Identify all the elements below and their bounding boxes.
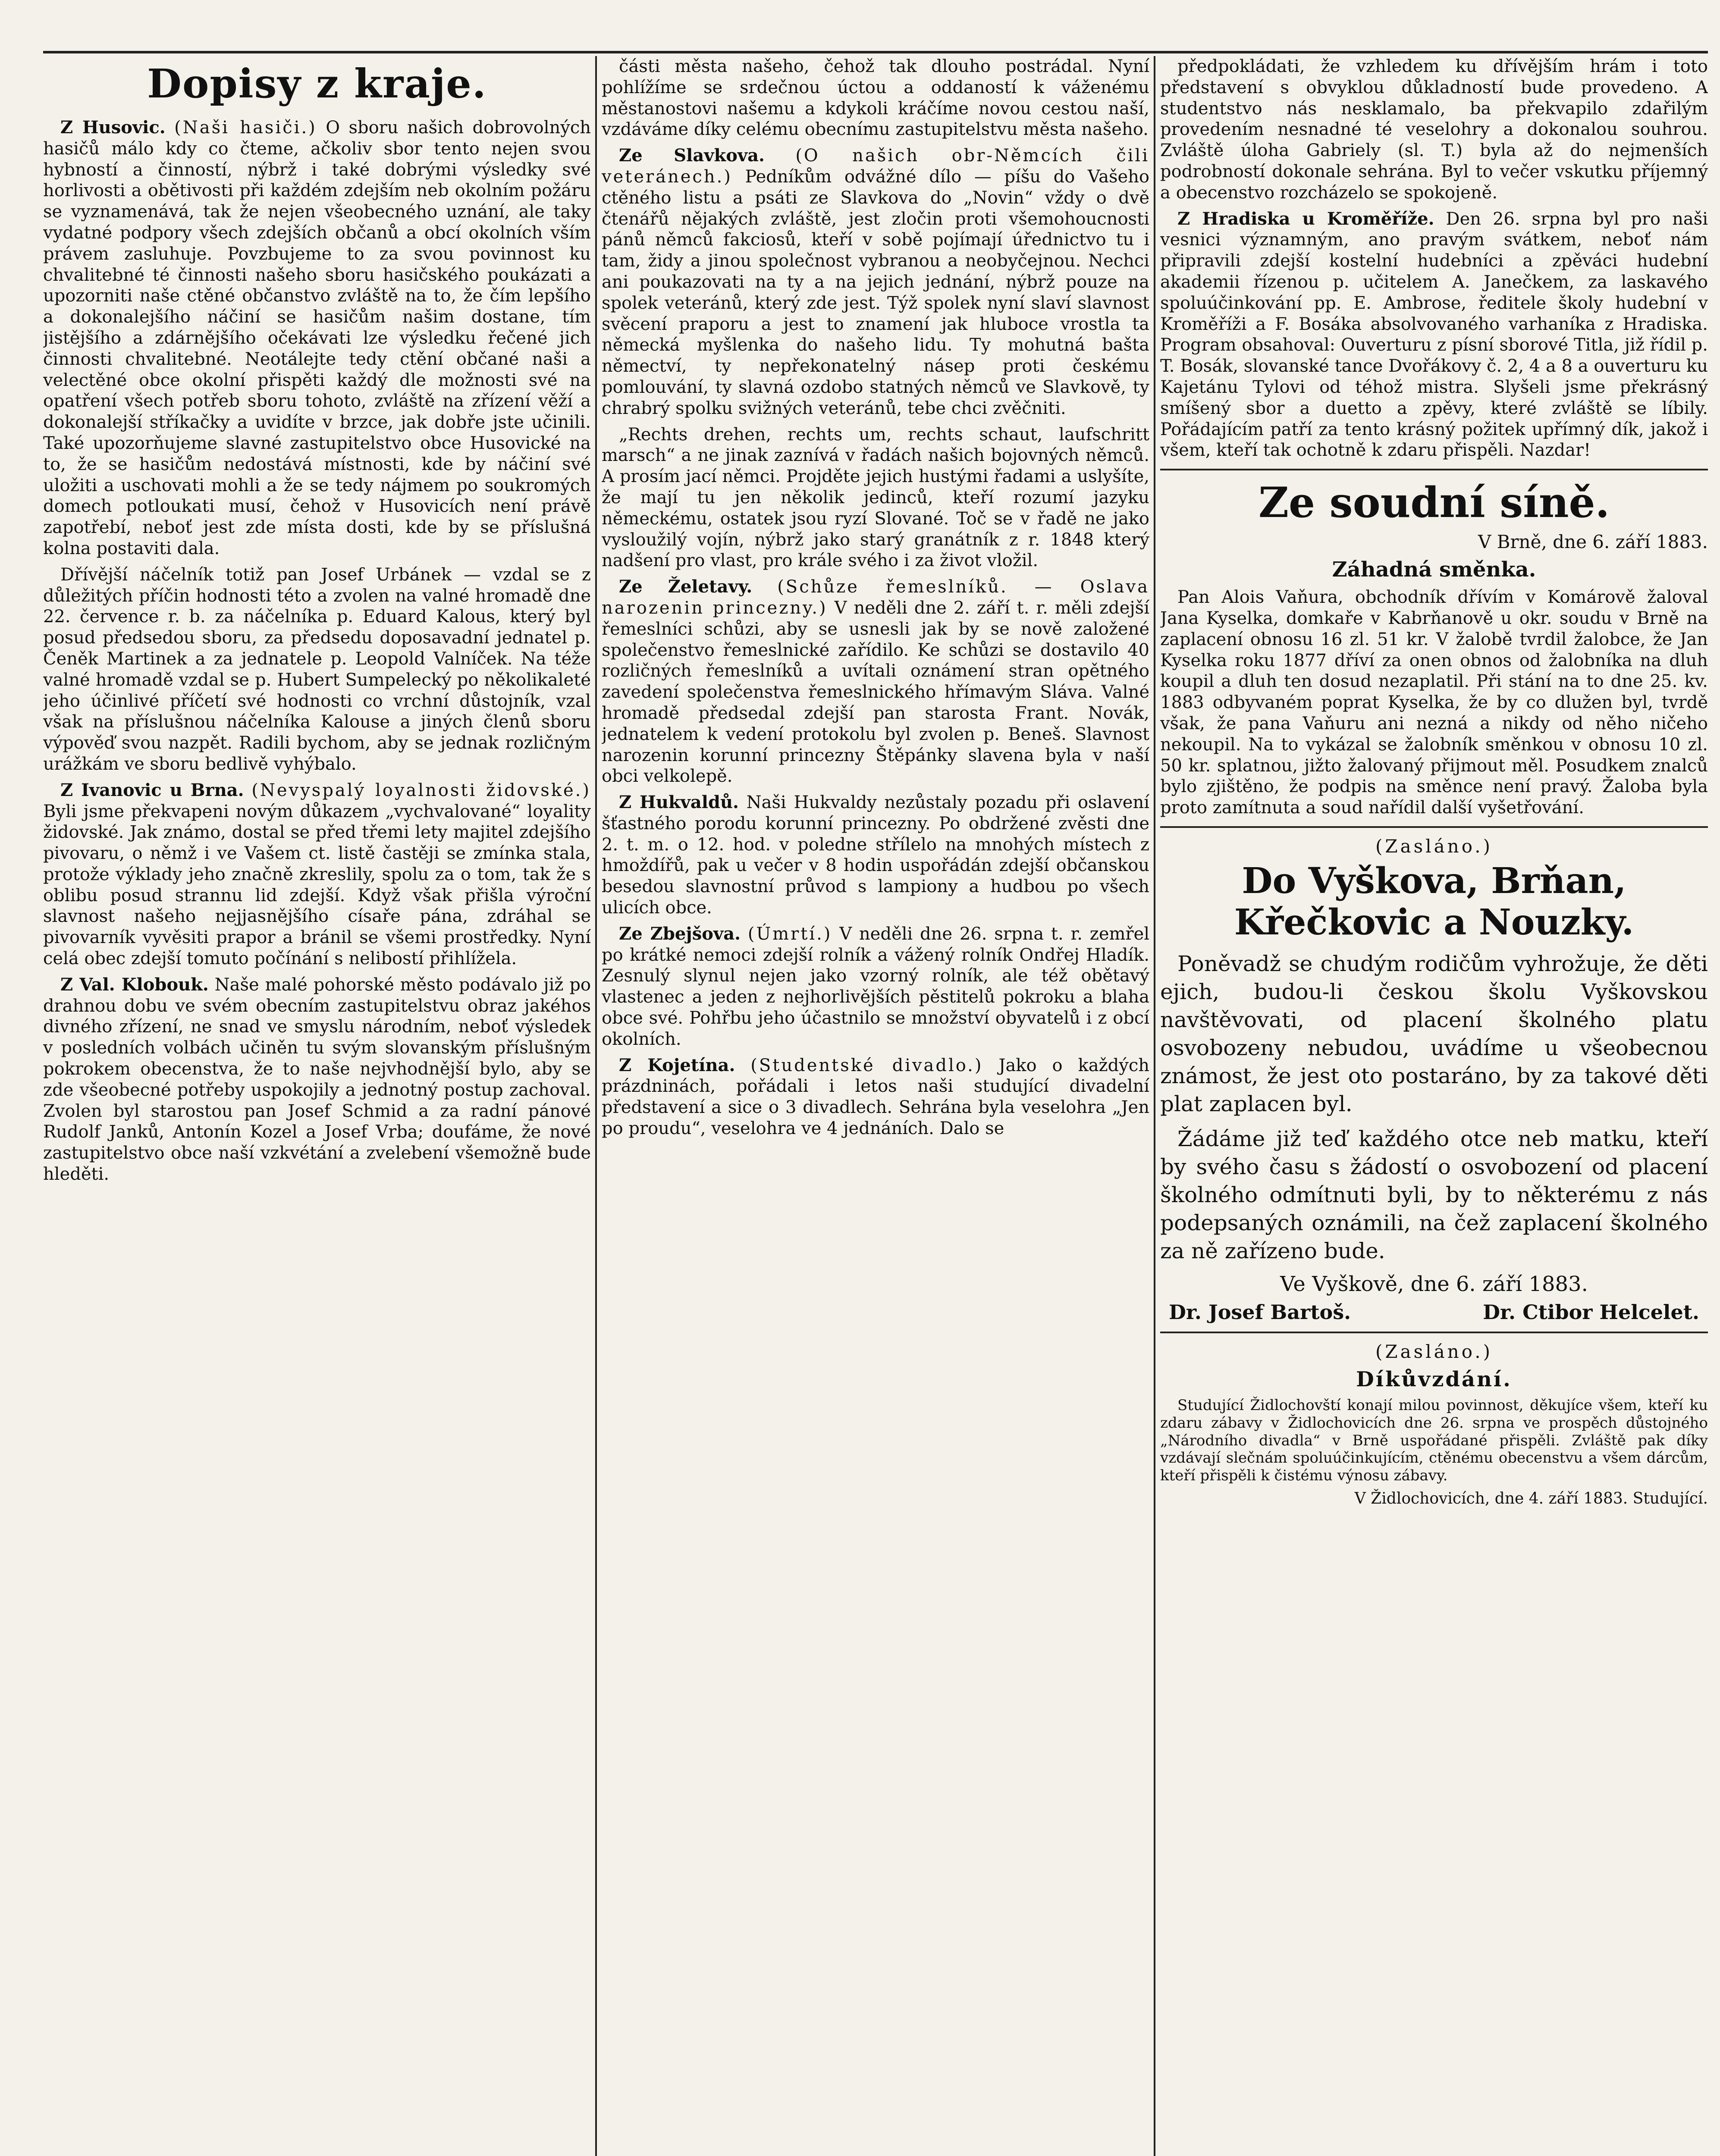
court-case-text: Pan Alois Vaňura, obchodník dřívím v Komárově žaloval Jana Kyselka, domkaře v Kabrňanově u okr. soudu v Brně na zaplacení obnosu 16 zl. 51 kr. V žalobě tvrdil žalobce, že Jan Kyselka roku 1877 dříví za onen obnos od žalobníka na dluh koupil a dluh ten dosud nezaplatil. Při stání na to dne 25. kv. 1883 odbyvaném poprat Kyselka, že by co dlužen byl, tvrdě však, že pana Vaňuru ani nezná a nikdy od něho ničeho nekoupil. Na to vykázal se žalobník směnkou v obnosu 10 zl. 50 kr. splatnou, jižto žalovaný přijmout měl. Posudkem znalců bylo zjištěno, že podpis na směnce není pravý. Žaloba byla proto zamítnuta a soud nařídil další vyšetřování.: [1160, 587, 1708, 818]
signature-2: Dr. Ctibor Helcelet.: [1483, 1300, 1699, 1324]
article-text: Pedníkům odvážné dílo — píšu do Vašeho ctěného listu a psáti ze Slavkova do „Novin“ vždy o dvě čtenářů nějakých zvláště, jest zločin proti všemohoucnosti pánů němců fakciosů, kteří v sobě pojímají úřednictvo tu i tam, židy a jinou společnost vybranou a neobyčejnou. Nechci ani poukazovati na ty a na jejich jednání, nýbrž pouze na spolek veteránů, který zde jest. Týž spolek nyní slaví slavnost svěcení praporu a jest to znamení jak hluboce vrostla ta německá myšlenka do našeho lidu. Ty mohutná bašta němectví, ty nepřekonatelný násep proti českému pomlouvání, ty slavná ozdobo statných němců ve Slavkově, ty chrabrý spolku svižných veteránů, tebe chci zvěčniti.: [602, 166, 1149, 418]
section-heading: Dopisy z kraje.: [147, 60, 487, 107]
article-subtitle: (Úmrtí.): [747, 924, 832, 944]
column-rule-2: [1154, 56, 1155, 2156]
article-text: předpokládati, že vzhledem ku dřívějším hrám i toto představení s obvyklou důkladností bude provedeno. A studentstvo nás nesklamalo, ba překvapilo zdařilým provedením nesnadné té veselohry a dokonalou souhrou. Zvláště úloha Gabriely (sl. T.) byla až do nejmenších podrobností dokonale sehrána. Byl to večer vskutku příjemný a obecenstvo rozcházelo se spokojeně.: [1160, 56, 1708, 203]
column-3: [1160, 56, 1708, 2156]
article-zeletava: [602, 577, 1149, 787]
article-text: Naši Hukvaldy nezůstaly pozadu při oslavení šťastného porodu korunní princezny. Po obdržené zvěsti dne 2. t. m. o 12. hod. v poledne střílelo na mnohých místech z hmoždířů, pak u večer v 8 hodin uspořádán zdejší občanskou besedou slavnostní průvod s lampiony a hudbou po všech ulicích obce.: [602, 793, 1149, 918]
top-rule: [43, 51, 1708, 53]
article-subtitle: (Studentské divadlo.): [750, 1055, 983, 1075]
article-place: Z Husovic.: [60, 117, 166, 138]
section-divider: [1160, 1332, 1708, 1333]
article-subtitle: (Naši hasiči.): [174, 118, 317, 138]
sent-in-label: (Zasláno.): [1375, 1341, 1493, 1362]
column-1: [43, 56, 591, 2156]
column-2: [602, 56, 1149, 2156]
sent-in-label: (Zasláno.): [1375, 835, 1493, 857]
notice-place-date: Ve Vyškově, dne 6. září 1883.: [1280, 1272, 1588, 1296]
article-text: O sboru našich dobrovolných hasičů málo kdy co čteme, ačkoliv sbor tento nejen svou hybností a činností, nýbrž i také dobrými výsledky své horlivosti a obětivosti při každém zdejším neb okolním požáru se vyznamenává, tak že nejen všeobecného uznání, ale taky vydatné podpory všech zdejších občanů a obcí okolních vším právem zasluhuje. Povzbujeme to za svou povinnost ku chvalitebné té činnosti našeho sboru hasičského poukázati a upozorniti naše ctěné občanstvo zvláště na to, že čím lepšího a dokonalejšího náčiní se hasičům našim dostane, tím jistějšího a zdárnějšího očekávati lze výsledku řečené jich činnosti chvalitebné. Neotálejte tedy ctění občané naši a velectěné obce okolní přispěti každý dle možnosti své na opatření všech potřeb sboru tohoto, zvláště na zřízení věží a dokonalejší stříkačky a uvidíte v brzce, jak dobře jste učinili. Také upozorňujeme slavné zastupitelstvo obce Husovické na to, že se hasičům nedostává místnosti, kde by náčiní své uložiti a uschovati mohli a že se tedy nájmem po soukromých domech potloukati musí, čehož v Husovicích není právě zapotřebí, neboť jest zde místa dosti, kde by se příslušná kolna postaviti dala.: [43, 118, 591, 558]
article-slavkov: [602, 145, 1149, 419]
article-place: Z Ivanovic u Brna.: [60, 780, 244, 800]
article-place: Ze Želetavy.: [619, 577, 753, 597]
article-subtitle: (Schůze řemeslníků. — Oslava narozenin princezny.): [602, 577, 1149, 618]
article-slavkov-cont: [602, 424, 1149, 572]
article-place: Ze Slavkova.: [619, 145, 765, 166]
article-kojetin: [602, 1055, 1149, 1139]
article-place: Z Hradiska u Kroměříže.: [1177, 208, 1434, 229]
court-case-title: Záhadná směnka.: [1332, 558, 1536, 582]
signature-1: Dr. Josef Bartoš.: [1169, 1300, 1351, 1324]
article-text: Dřívější náčelník totiž pan Josef Urbánek — vzdal se z důležitých příčin hodnosti této a zvolen na valné hromadě dne 22. července r. b. za náčelníka p. Eduard Kalous, který byl posud předsedou sboru, za předsedu doposavadní jednatel p. Čeněk Martinek a za jednatele p. Leopold Valníček. Na téže valné hromadě vzdal se p. Hubert Sumpelecký po několikaleté jeho účinlivé příčetí své hodnosti co vrchní důstojník, vzal však na příslušnou náčelníka Kalouse a jiných členů sboru výpověď svou nazpět. Radili bychom, aby se jednak rozličným urážkám ve sboru bedlivě vyhýbalo.: [43, 564, 591, 774]
article-zbejsov: [602, 924, 1149, 1050]
thanks-signature: V Židlochovicích, dne 4. září 1883. Studující.: [1354, 1489, 1708, 1507]
article-subtitle: (Nevyspalý loyalnosti židovské.): [251, 780, 591, 800]
article-text: V neděli dne 2. září t. r. měli zdejší řemeslníci schůzi, aby se usnesli jak by se nově založené společenstvo řemeslnické zařídilo. Ke schůzi se dostavilo 40 rozličných řemeslníků a uvítali oznámení stran opětného zavedení společenstva řemeslnického hřímavým Sláva. Valné hromadě předsedal zdejší pan starosta Frant. Novák, jednatelem k vedení protokolu byl zvolen p. Beneš. Slavnost narozenin korunní princezny Štěpánky slavena byla v naší obci velkolepě.: [602, 598, 1149, 787]
section-divider: [1160, 469, 1708, 470]
article-ivanovice: [43, 780, 591, 969]
section-divider: [1160, 826, 1708, 828]
article-hradisko: [1160, 209, 1708, 461]
article-subtitle: (O našich obr-Němcích čili veteránech.): [602, 146, 1149, 187]
article-place: Z Kojetína.: [619, 1055, 735, 1075]
notice-signatures: [1169, 1300, 1699, 1324]
article-text: Byli jsme překvapeni novým důkazem „vychvalované“ loyality židovské. Jak známo, dostal se před třemi lety majitel zdejšího pivovaru, o němž i ve Vašem ct. listě častěji se zmínka stala, protože výklady jeho značně zkreslily, spolu za o tom, tak že s oblibu posud strannu lid zdejší. Když však přišla výroční slavnost našeho nejjasnějšího císaře pána, zdráhal se pivovarník vyvěsiti prapor a bránil se všemi prostředky. Nyní celá obec zdejší tomuto počínání s nelibostí přihlížela.: [43, 801, 591, 969]
article-continuation: [1160, 56, 1708, 204]
column-rule-1: [595, 56, 597, 2156]
article-continuation: [602, 56, 1149, 140]
notice-text: Poněvadž se chudým rodičům vyhrožuje, že děti ejich, budou-li českou školu Vyškovskou navštěvovati, od placení školného platu osvobozeny nebudou, uvádíme u všeobecnou známost, že jest oto postaráno, by za takové děti plat zaplacen byl.: [1160, 951, 1708, 1116]
notice-title: Do Vyškova, Brňan, Křečkovic a Nouzky.: [1234, 860, 1634, 943]
article-val-klobouky: [43, 975, 591, 1185]
article-husovice: [43, 117, 591, 559]
article-place: Z Val. Klobouk.: [60, 974, 209, 995]
court-section-heading: Ze soudní síně.: [1258, 478, 1610, 527]
notice-text: Žádáme již teď každého otce neb matku, kteří by svého času s žádostí o osvobození od placení školného odmítnuti byli, by to některému z nás podepsaných oznámili, na čež zaplacení školného za ně zařízeno bude.: [1160, 1126, 1708, 1263]
court-dateline: V Brně, dne 6. září 1883.: [1478, 531, 1708, 553]
article-place: Ze Zbejšova.: [619, 923, 741, 944]
article-place: Z Hukvaldů.: [619, 792, 739, 813]
article-text: Den 26. srpna byl pro naši vesnici významným, ano pravým svátkem, neboť nám připravili zdejší kostelní hudebníci a zpěváci hudební akademii řízenou p. učitelem A. Janečkem, za laskavého spoluúčinkování pp. E. Ambrose, ředitele školy hudební v Kroměříži a F. Bosáka absolvovaného varhaníka z Hradiska. Program obsahoval: Ouverturu z písní sborové Titla, již řídil p. T. Bosák, slovanské tance Dvořákovy č. 2, 4 a 8 a ouverturu ku Kajetánu Tylovi od téhož mistra. Slyšeli jsme překrásný smíšený sbor a duetto a zpěvy, které zvláště se líbily. Pořádajícím patří za tento krásný požitek upřímný dík, jakož i všem, kteří tak ochotně k zdaru přispěli. Nazdar!: [1160, 209, 1708, 461]
article-text: části města našeho, čehož tak dlouho postrádal. Nyní pohlížíme se srdečnou úctou a oddaností k váženému městanostovi našemu a kdykoli kráčíme novou cestou naší, vzdáváme díky celému obecnímu zastupitelstvu města našeho.: [602, 56, 1149, 140]
article-text: Jako o každých prázdninách, pořádali i letos naši studující divadelní představení a sice o 3 divadlech. Sehrána byla veselohra „Jen po proudu“, veselohra ve 4 jednáních. Dalo se: [602, 1055, 1149, 1139]
article-text: V neděli dne 26. srpna t. r. zemřel po krátké nemoci zdejší rolník a vážený rolník Ondřej Hladík. Zesnulý slynul nejen jako vzorný rolník, ale též obětavý vlastenec a jeden z nejhorlivějších pěstitelů pokroku a blaha obce své. Pohřbu jeho účastnilo se množství obyvatelů i z obcí okolních.: [602, 924, 1149, 1049]
thanks-text: Studující Židlochovští konají milou povinnost, děkujíce všem, kteří ku zdaru zábavy v Židlochovicích dne 26. srpna ve prospěch důstojného „Národního divadla“ v Brně uspořádané přispěli. Zvláště pak díky vzdávají slečnám spoluúčinkujícím, ctěnému obecenstvu a všem dárcům, kteří přispěli k čistému výnosu zábavy.: [1160, 1396, 1708, 1485]
thanks-title: Díkůvzdání.: [1356, 1367, 1512, 1391]
article-text: „Rechts drehen, rechts um, rechts schaut, laufschritt marsch“ a ne jinak zaznívá v řadách našich bojovných němců. A prosím jací němci. Projděte jejich hustými řadami a uslyšíte, že mají tu jen několik jedinců, kteří rozumí jazyku německému, ostatek jsou ryzí Slované. Toč se v řadě ne jako vysloužilý vojín, nýbrž jako starý granátník z r. 1848 který nadšení pro vlast, pro krále svého i za život vložil.: [602, 424, 1149, 571]
article-text: Naše malé pohorské město podávalo již po drahnou dobu ve svém obecním zastupitelstvu obraz jakéhos divného zřízení, ne snad ve smyslu národním, neboť výsledek v posledních volbách učiněn tu svým slovanským příslušným pokrokem obecenstva, že to naše nejvhodnější bylo, aby se zde všeobecné potřeby uspokojily a jednotný postup zachoval. Zvolen byl starostou pan Josef Schmid a za radní pánové Rudolf Janků, Antonín Kozel a Josef Vrba; doufáme, že nové zastupitelstvo obce naší vzkvétání a zvelebení všemožně bude hleděti.: [43, 975, 591, 1185]
article-husovice-cont: [43, 564, 591, 775]
article-hukvaldy: [602, 792, 1149, 918]
